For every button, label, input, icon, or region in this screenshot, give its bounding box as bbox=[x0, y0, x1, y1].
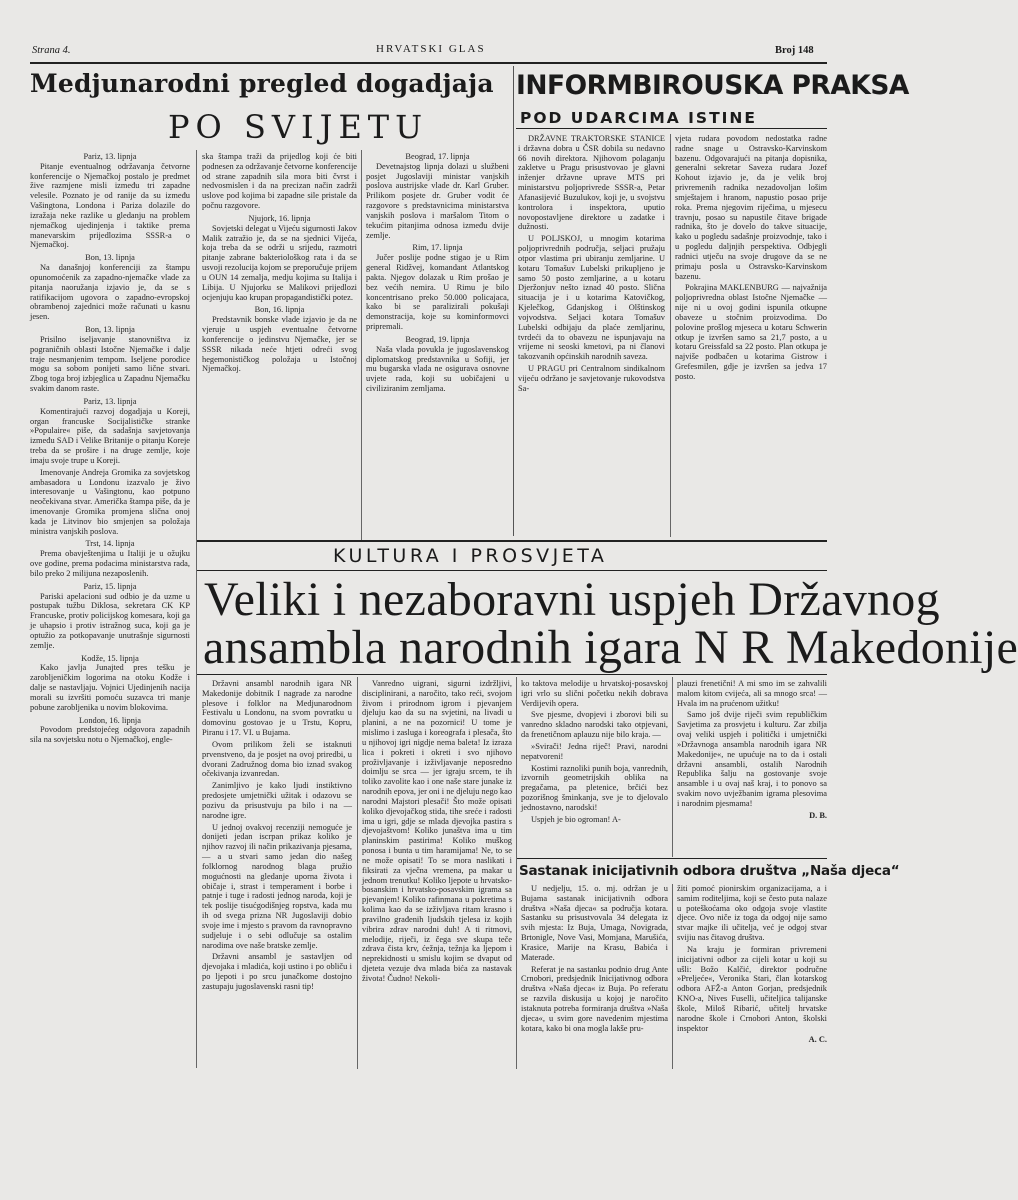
news-text: Na današnjoj konferenciji za štampu opunomoćenik za zapadno-njemačke vlade za pitanja naoružanja izjavio je, da se s ratifikacijom ugovora o zapadno-evropskoj obrambenoj zajednici može računati u kasnu jesen. bbox=[30, 263, 190, 322]
news-item bbox=[30, 716, 190, 745]
news-item bbox=[30, 539, 190, 578]
news-dateline: Bon, 16. lipnja bbox=[254, 305, 305, 315]
column-divider bbox=[196, 150, 197, 540]
news-dateline: Beograd, 17. lipnja bbox=[405, 152, 470, 161]
news-item bbox=[366, 243, 509, 331]
news-text: Imenovanje Andreja Gromika za sovjetskog ambasadora u Londonu izazvalo je živo interesovanje u Vašingtonu, kao potpuno neočekivana stvar. Američka štampa piše, da je imenovanje Gromika promjena slična onoj kada je Litvinov bio smjenjen sa položaja ministra vanjskih poslova. bbox=[30, 467, 190, 536]
column-divider bbox=[516, 677, 517, 1069]
inform-subtitle: POD UDARCIMA ISTINE bbox=[520, 109, 757, 127]
page-number: Strana 4. bbox=[32, 45, 71, 56]
news-item bbox=[30, 654, 190, 713]
issue-number: Broj 148 bbox=[775, 45, 814, 56]
kultura-column-2 bbox=[362, 679, 512, 1069]
sastanak-text: Referat je na sastanku podnio drug Ante Crnobori, predsjednik Inicijativnog odbora društva »Naša djeca« iz Buja. Po referatu se razvila diskusija u kojoj je naročito istaknuta potreba formiranja društva »Naša djeca«, u svim gore navedenim mjestima kotara, kako bi ona mogla lakše pru- bbox=[521, 964, 668, 1033]
sastanak-signature: A. C. bbox=[808, 1035, 827, 1045]
kultura-band-rule bbox=[197, 570, 827, 571]
inform-text: Pokrajina MAKLENBURG — najvažnija poljoprivredna oblast Istočne Njemačke — nije ni u ovoj godini ispunila otkupne obaveze u stočnim proizvodima. Do polovine prošlog mjeseca u kotaru Schwerin otkup je izvršen samo sa 21,7 posto, a u kotaru Greissfald sa 22 posto. Plan otkupa je najviše podbačen u kotarima Gistrow i Grefesmilen, gdje je izvršen sa jedva 17 posto. bbox=[675, 283, 827, 381]
column-divider bbox=[361, 150, 362, 540]
pregled-title: Medjunarodni pregled dogadjaja bbox=[30, 69, 494, 98]
inform-subtitle-rule bbox=[516, 128, 827, 129]
kultura-text: Državni ansambl je sastavljen od djevojaka i mladića, koji ustino i po obliču i po ljepoti i po srcu junačkome dostojno zastupaju jugoslavenski rasni tip! bbox=[202, 952, 352, 991]
news-item bbox=[30, 325, 190, 394]
news-item bbox=[30, 152, 190, 250]
pregled-column-3 bbox=[366, 152, 509, 537]
column-divider bbox=[357, 677, 358, 1069]
kultura-text: plauzi frenetični! A mi smo im se zahvalili malom kitom cvijeća, ali sa mnogo srca! — Hvala im na prućenom užitku! bbox=[677, 679, 827, 708]
inform-text: DRŽAVNE TRAKTORSKE STANICE i državna dobra u ČSR dobila su nedavno 66 novih direktora. Njihovom polaganju zakletve u Pragu prisustvovao je glavni inženjer državne uprave MTS pri ministarstvu poljoprivrede SSSR-a, Petar Afanasijević Buzulukov, koji je, u svojstvu kontrolora i inspektora, uputio novopostavljene direktore u zadatke i dužnosti. bbox=[518, 134, 665, 232]
inform-text: U POLJSKOJ, u mnogim kotarima poljoprivrednih područja, seljaci pružaju otpor vlastima pri ubiranju zemljarine. U kotaru Tomašuv Lubelski prikupljeno je samo 50 posto zemljarine, a u kotaru Djeržonjuv nešto iznad 40 posto. Slična situacija je i u kotarima Katovičkog, Kjelečkog, Gdanjskog i Olštinskog vojvodstva. Seljaci kotara Tomašuv Lubelski odbijaju da plaće zemljarinu, tvrdeći da to obavezu ne ispunjavaju na vrijeme ni seoski kmetovi, pa ni članovi takozvanih općinskih narodnih saveza. bbox=[518, 234, 665, 362]
kultura-headline-rule bbox=[197, 674, 827, 675]
sastanak-text: U nedjelju, 15. o. mj. održan je u Bujama sastanak inicijativnih odbora društva »Naša djeca« sa područja kotara. Sastanku su prisustvovala 34 delegata iz svih mjesta: Iz Buja, Umaga, Novigrada, Brtonigle, Nove Vasi, Momjana, Marušića, Krasice, Marije na Krasu, Babića i Materade. bbox=[521, 884, 668, 962]
inform-text: U PRAGU pri Centralnom sindikalnom vijeću održano je savjetovanje rukovodstva Sa- bbox=[518, 364, 665, 393]
news-dateline: Pariz, 13. lipnja bbox=[83, 396, 137, 406]
news-text: Komentirajući razvoj dogadjaja u Koreji, organ francuske Socijalističke stranke »Populaire« piše, da sadašnja savjetovanja između SAD i Velike Britanije o pitanju Koreje treba da se prošire i na druge zemlje, koje imaju svoje trupe u Koreji. bbox=[30, 406, 190, 465]
pregled-column-1 bbox=[30, 152, 190, 1067]
news-text: Pariski apelacioni sud odbio je da uzme u postupak tužbu Diklosa, sekretara CK KP Francuske, protiv policijskog komesara, koji ga je uhapsio i protiv istražnog suca, koji ga je optužio za potkopavanje unutrašnje sigurnosti zemlje. bbox=[30, 591, 190, 650]
sastanak-top-rule bbox=[517, 858, 827, 859]
news-dateline: Njujork, 16. lipnja bbox=[248, 213, 311, 223]
news-text: Pitanje eventualnog održavanja četvorne konferencije o Njemačkoj postalo je predmet žive razmjene misli između tri zapadne velesile. Poznato je od ranije da su između Vašingtona, Londona i Pariza dolazile do izražaja neke razlike u gledanju na problem njemačkog ujedinjenja i taktike prema manevarskim prijedlozima SSSR-a o Njemačkoj. bbox=[30, 161, 190, 250]
news-text: Sovjetski delegat u Vijeću sigurnosti Jakov Malik zatražio je, da se na sjednici Vijeća, koja treba da se održi u srijedu, razmotri pitanje zabrane bakteriološkog rata i da se usvoji rezolucija kojom se preporučuje prijem u OUN 14 zemalja, medju kojima su Italija i Libija. U Njujorku se Malikovi prijedlozi ocjenjuju kao krupan propagandistički potez. bbox=[202, 223, 357, 302]
news-item bbox=[30, 397, 190, 466]
kultura-text: Zanimljivo je kako ljudi instiktivno predosjete umjetnički užitak i odazovu se pozivu da prisustvuju pa bilo i na — narodne igre. bbox=[202, 781, 352, 820]
column-divider bbox=[672, 677, 673, 857]
kultura-text: Sve pjesme, dvopjevi i zborovi bili su vanredno skladno narodski tako otpjevani, da frenetičnom aplauzu nije bilo kraja. — bbox=[521, 710, 668, 740]
news-dateline: Bon, 13. lipnja bbox=[85, 325, 135, 335]
kultura-headline-line-1: Veliki i nezaboravni uspjeh Državnog bbox=[204, 573, 940, 626]
newspaper-name: HRVATSKI GLAS bbox=[376, 43, 486, 55]
news-text: Predstavnik bonske vlade izjavio je da ne vjeruje u uspjeh eventualne četvorne konferencije o jedinstvu Njemačke, jer se SSSR nikada neće htjeti odreći svog hegemonističkog položaja u Istočnoj Njemačkoj. bbox=[202, 315, 357, 374]
news-dateline: Beograd, 19. lipnja bbox=[405, 334, 470, 344]
news-dateline: Bon, 13. lipnja bbox=[85, 253, 135, 263]
kultura-column-1 bbox=[202, 679, 352, 1069]
inform-column-2 bbox=[675, 134, 827, 537]
news-item bbox=[366, 152, 509, 240]
sastanak-column-2 bbox=[677, 884, 827, 1069]
kultura-text: Uspjeh je bio ogroman! A- bbox=[531, 814, 621, 824]
pregled-column-2 bbox=[202, 152, 357, 537]
news-item bbox=[366, 335, 509, 394]
kultura-column-4 bbox=[677, 679, 827, 854]
news-dateline: London, 16. lipnja bbox=[79, 715, 141, 725]
news-item bbox=[30, 468, 190, 537]
kultura-text: ko taktova melodije u hrvatskoj-posavskoj igri vrlo su slični početku nekih dobrava Verdijevih opera. bbox=[521, 679, 668, 708]
sastanak-text: žiti pomoć pionirskim organizacijama, a i samim roditeljima, koji se često puta nalaze u poteškoćama oko odgoja svoje vlastite djece. Ovo niče iz toga da odgoj nije samo stvar majke ili učitelja, već je odgoj stvar svijiu nas čitavog društva. bbox=[677, 884, 827, 943]
inform-left-rule bbox=[513, 66, 514, 536]
news-dateline: Rim, 17. lipnja bbox=[412, 243, 463, 253]
kultura-text: Vanredno uigrani, sigurni izdržljivi, disciplinirani, a naročito, tako reći, svojom živom i prirodnom igrom i pjevanjem djeluju kao da su na svjetini, na livadi u planini, a ne na pozornici! U tome je mislimo i zasluga i koreografa i plesača, što u njihovoj igri nigdje nema baleta! Iz izraza lica i pokreti i okreti i svo njihovo proživljavanje i izživljavanje neposredno doimlju se srca — jer igraju srcem, te ih toliko zavolite kao i one naše stare junake iz narodnih epova, jer oni i ne djeluju nego kao narodni Majstori plesači! Što može opisati koliko djevojačkog stida, tihe sreće i radosti ima u igri, gdje se mlada djevojka pastira s djevojaštvom! Koliko junaštva ima u tim planinskim pastirima! Koliko muškog ponosa i bunta u tim haramijama! Ne, to se ne može opisati! To se mora naslikati i fiksirati za vječna vremena, pa makar u jednom trenutku! Koliko ljepote u hrvatsko-bosanskim i hrvatsko-posavskim igrama sa pjevanjem! Koliko rafinmana u pokretima s kolima kao da se izživljava ritam krasno i pravilno građenih ljudskih tjelesa iz kojih vibrira zdrav narodni duh! A ti ritmovi, melodije, riječi, iz čega sve skupa teče zdrava čista krv, ćežnja, težnja ka ljepom i neprekidnosti u smislu kojim se dvaput od djeteta vezuje dva mlada bića za nastavak života! Čudno! Nekoli- bbox=[362, 679, 513, 983]
inform-column-1 bbox=[518, 134, 665, 537]
kultura-text: Ovom prilikom želi se istaknuti prvenstveno, da je posjet na ovoj priredbi, u dvorani Zadružnog doma bio iznad svakog očekivanja izvanredan. bbox=[202, 739, 352, 779]
sastanak-column-1 bbox=[521, 884, 668, 1069]
column-divider bbox=[670, 134, 671, 537]
news-text: Jučer poslije podne stigao je u Rim general Ridžvej, komandant Atlantskog pakta. Njegov dolazak u Rim prošao je bez većih nemira. U Rimu je bilo koncentrisano preko 50.000 policajaca, kako bi se paralizirali pokušaji demonstracija, koje su kominformovci pripremali. bbox=[366, 253, 509, 332]
sastanak-title: Sastanak inicijativnih odbora društva „Naša djeca“ bbox=[519, 863, 900, 879]
sastanak-text: Na kraju je formiran privremeni inicijativni odbor za cijeli kotar u koji su ušli: Božo Kalčić, direktor područne »Preljeće«, Veronika Stari, član kotarskog odbora AFŽ-a Anton Gorjan, predsjednik KNO-a, Nives Fuselli, učiteljica talijanske škole, Miloš Ribarić, učitelj hrvatske narodne škole i Crnobori Anton, školski inspektor bbox=[677, 944, 827, 1033]
kultura-headline-line-2: ansambla narodnih igara N R Makedonije bbox=[203, 621, 1018, 674]
kultura-signature: D. B. bbox=[809, 810, 827, 820]
news-dateline: Pariz, 15. lipnja bbox=[83, 581, 137, 591]
pregled-subtitle: PO SVIJETU bbox=[168, 108, 429, 146]
header-rule bbox=[30, 62, 827, 64]
kultura-band: KULTURA I PROSVJETA bbox=[333, 545, 608, 567]
kultura-text: »Svirači! Jedna riječ! Pravi, narodni nepatvoreni! bbox=[521, 741, 668, 761]
news-text: ska štampa traži da prijedlog koji će biti podnesen za održavanje četvorne konferencije od strane zapadnih sila mora biti čvrst i nedvosmislen i da na precizan način zadrži uslove pod kojima bi zapadne sile pristale da počnu razgovore. bbox=[202, 152, 357, 211]
news-dateline: Kodže, 15. lipnja bbox=[81, 653, 139, 663]
news-text: Kako javlja Junajted pres tešku je zarobljeničkim logorima na otoku Kodže i dalje se nastavljaju. Vojnici Ujedinjenih nacija morali su izvršiti pomoću suzavca tri manje pobune zarobljenika u novim blokovima. bbox=[30, 663, 190, 712]
news-item bbox=[202, 214, 357, 302]
kultura-text: U jednoj ovakvoj recenziji nemoguće je donijeti jedan iscrpan prikaz koliko je njihov razvoj ili način prikazivanja pjesama, — a u stvari samo jedan dio našeg folklornog narodnog blaga pružio mogućnosti na gledanje uporna života i običaje i, strast i temperament i borbe i patnje i tuge i radosti jednog naroda, koji je tek poslije tisućgodišnjeg ropstva, kada mu ih od svega prizna NR Jugoslaviji dobio svoje ime i mjesto s pravom da ravnopravno sudjeluje i o sebi odlučuje sa ostalim narodima ove naše bratske zemlje. bbox=[202, 822, 352, 950]
column-divider bbox=[672, 884, 673, 1069]
news-text: Devetnajstog lipnja dolazi u službeni posjet Jugoslaviji ministar vanjskih poslova austrijske vlade dr. Karl Gruber. Prilikom posjete dr. Gruber vodit će razgovore s predstavnicima ministarstva vanjskih poslova i maršalom Titom o tekućim pitanjima odnosa između dvije zemlje. bbox=[366, 161, 509, 240]
news-item bbox=[202, 152, 357, 211]
news-item bbox=[30, 253, 190, 322]
news-item bbox=[202, 305, 357, 374]
news-dateline: Trst, 14. lipnja bbox=[85, 539, 135, 549]
kultura-text: Samo još dvije riječi svim republičkim Savjetima za prosvjetu i kulturu. Zar zbilja ovaj veliki uspjeh i politički i umjetnički »Državnoga ansambla narodnih igara NR Makedonije«, ne upućuje na to da i ostali državni ansambli, ostalih Narodnih Republika šalju na gostovanje svoje ansamble i u ovaj naš kraj, i to ponovo sa svakim novo uvježbanim igrama plesovima i narodnim pjesmama! bbox=[677, 710, 827, 808]
news-text: Naša vlada povukla je jugoslavenskog diplomatskog predstavnika u Sofiji, jer mu bugarska vlada ne osigurava osnovne uvjete rada, koji su uobičajeni u civiliziranim zemljama. bbox=[366, 344, 509, 394]
news-text: Povodom predstojećeg odgovora zapadnih sila na sovjetsku notu o Njemačkoj, engle- bbox=[30, 725, 190, 745]
kultura-column-3 bbox=[521, 679, 668, 854]
news-item bbox=[30, 582, 190, 651]
news-dateline: Pariz, 13. lipnja bbox=[83, 152, 137, 161]
news-text: Prema obavještenjima u Italiji je u ožujku ove godine, prema podacima ministarstva rada, bilo preko 2 milijuna nezaposlenih. bbox=[30, 549, 190, 578]
column-divider bbox=[196, 540, 197, 1068]
news-text: Prisilno iseljavanje stanovništva iz pograničnih oblasti Istočne Njemačke i dalje traje nesmanjenim tempom. Iseljene porodice mogu sa sobom ponijeti samo lične stvari. Zbog toga broj izbjeglica u Zapadnu Njemačku svakim danom raste. bbox=[30, 334, 190, 394]
inform-title: INFORMBIROUSKA PRAKSA bbox=[516, 70, 909, 101]
kultura-top-rule bbox=[197, 540, 827, 542]
kultura-text: Državni ansambl narodnih igara NR Makedonije dobitnik I nagrade za narodne plesove i folklor na Medjunarodnom Festivalu u Londonu, na svom povratku u domovinu gostovao je u Trstu, Kopru, Piranu i 17. VI. u Bujama. bbox=[202, 679, 352, 738]
inform-text: vjeta rudara povodom nedostatka radne radne snage u Ostravsko-Karvinskom bazenu. Odgovarajući na pitanja dopisnika, generalni sekretar Saveza rudara Jozef Kohout izjavio je, da je velik broj privremenih radnika nezadovoljan lošim smještajem i hranom, napustio posao prije roka. Prema njegovim riječima, u mjesecu travnju, posao su napustile čitave brigade radnika, što je dovelo do takve situacije, kako u pogledu sadašnje proizvodnje, tako i u pogledu daljnjih perspektiva. Odbjegli radnici utječu na svoje drugove da se ne primaju posla u Ostravsko-Karvinskom bazenu. bbox=[675, 134, 827, 281]
kultura-text: Kostimi raznoliki punih boja, vanrednih, izvornih geometrijskih oblika na pregačama, pa pletenice, brčići bez pozorišnog šminkanja, sve je to djelovalo jednostavno, narodski! bbox=[521, 763, 668, 812]
